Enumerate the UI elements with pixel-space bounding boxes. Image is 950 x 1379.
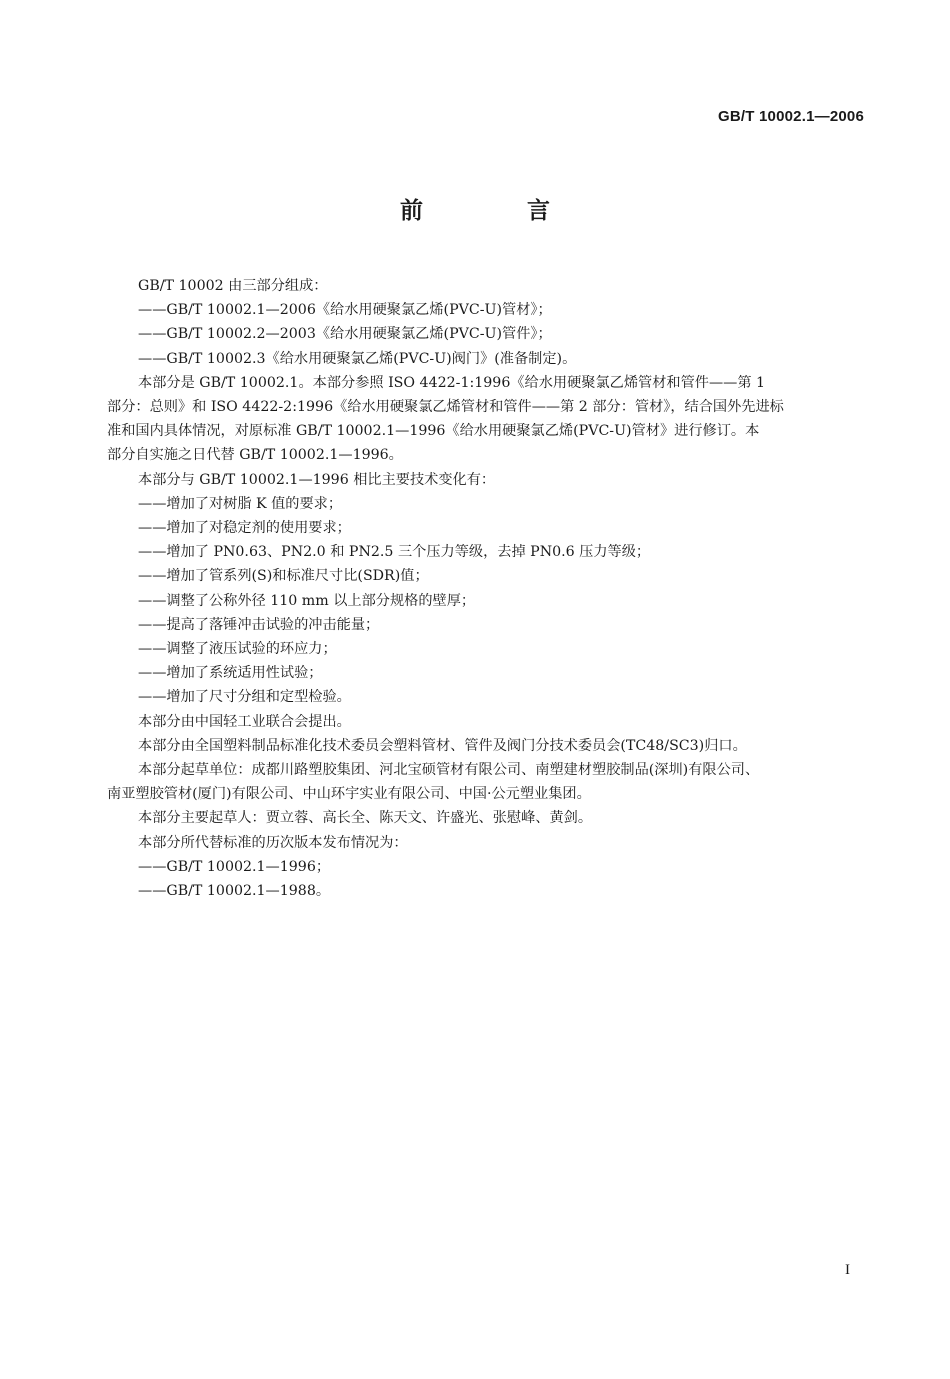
paragraph-drafters: 本部分主要起草人：贾立蓉、高长全、陈天文、许盛光、张慰峰、黄剑。 xyxy=(138,810,593,827)
list-item-change: ——调整了公称外径 110 mm 以上部分规格的壁厚； xyxy=(138,592,476,609)
paragraph-parts-intro: GB/T 10002 由三部分组成： xyxy=(138,278,328,294)
paragraph-drafting-units-line-2: 南亚塑胶管材(厦门)有限公司、中山环宇实业有限公司、中国·公元塑业集团。 xyxy=(107,786,591,803)
paragraph-scope-line-2: 部分：总则》和 ISO 4422-2:1996《给水用硬聚氯乙烯管材和管件——第 2 部分：管材》，结合国外先进标 xyxy=(107,399,784,416)
list-item-change: ——调整了液压试验的环应力； xyxy=(138,641,337,658)
page-number: I xyxy=(845,1262,850,1278)
paragraph-changes-intro: 本部分与 GB/T 10002.1—1996 相比主要技术变化有： xyxy=(138,471,496,488)
list-item-change: ——增加了对稳定剂的使用要求； xyxy=(138,520,351,537)
standard-code: GB/T 10002.1—2006 xyxy=(718,108,864,125)
paragraph-history-intro: 本部分所代替标准的历次版本发布情况为： xyxy=(138,834,408,851)
list-item-part-1: ——GB/T 10002.1—2006《给水用硬聚氯乙烯(PVC-U)管材》； xyxy=(138,302,552,319)
list-item-part-3: ——GB/T 10002.3《给水用硬聚氯乙烯(PVC-U)阀门》(准备制定)。 xyxy=(138,350,577,367)
foreword-body xyxy=(107,274,866,903)
list-item-change: ——增加了对树脂 K 值的要求； xyxy=(138,495,343,512)
paragraph-scope xyxy=(107,371,866,468)
paragraph-drafting-units xyxy=(107,758,866,806)
paragraph-proposer: 本部分由中国轻工业联合会提出。 xyxy=(138,713,351,730)
paragraph-scope-line-1: 本部分是 GB/T 10002.1。本部分参照 ISO 4422-1:1996《给水用硬聚氯乙烯管材和管件——第 1 xyxy=(138,374,766,391)
list-item-change: ——增加了 PN0.63、PN2.0 和 PN2.5 三个压力等级，去掉 PN0.6 压力等级； xyxy=(138,544,651,561)
paragraph-drafting-units-line-1: 本部分起草单位：成都川路塑胶集团、河北宝硕管材有限公司、南塑建材塑胶制品(深圳)有限公司、 xyxy=(138,762,760,779)
list-item-change: ——增加了管系列(S)和标准尺寸比(SDR)值； xyxy=(138,568,429,585)
list-item-part-2: ——GB/T 10002.2—2003《给水用硬聚氯乙烯(PVC-U)管件》； xyxy=(138,326,552,343)
paragraph-administrator: 本部分由全国塑料制品标准化技术委员会塑料管材、管件及阀门分技术委员会(TC48/SC3)归口。 xyxy=(138,737,747,754)
list-item-history: ——GB/T 10002.1—1988。 xyxy=(138,883,331,900)
page-title: 前 言 xyxy=(399,198,598,224)
list-item-change: ——增加了尺寸分组和定型检验。 xyxy=(138,689,351,706)
paragraph-scope-line-4: 部分自实施之日代替 GB/T 10002.1—1996。 xyxy=(107,447,403,464)
list-item-change: ——增加了系统适用性试验； xyxy=(138,665,323,682)
list-item-change: ——提高了落锤冲击试验的冲击能量； xyxy=(138,616,380,633)
list-item-history: ——GB/T 10002.1—1996； xyxy=(138,858,331,875)
paragraph-scope-line-3: 准和国内具体情况，对原标准 GB/T 10002.1—1996《给水用硬聚氯乙烯(PVC-U)管材》进行修订。本 xyxy=(107,423,760,440)
